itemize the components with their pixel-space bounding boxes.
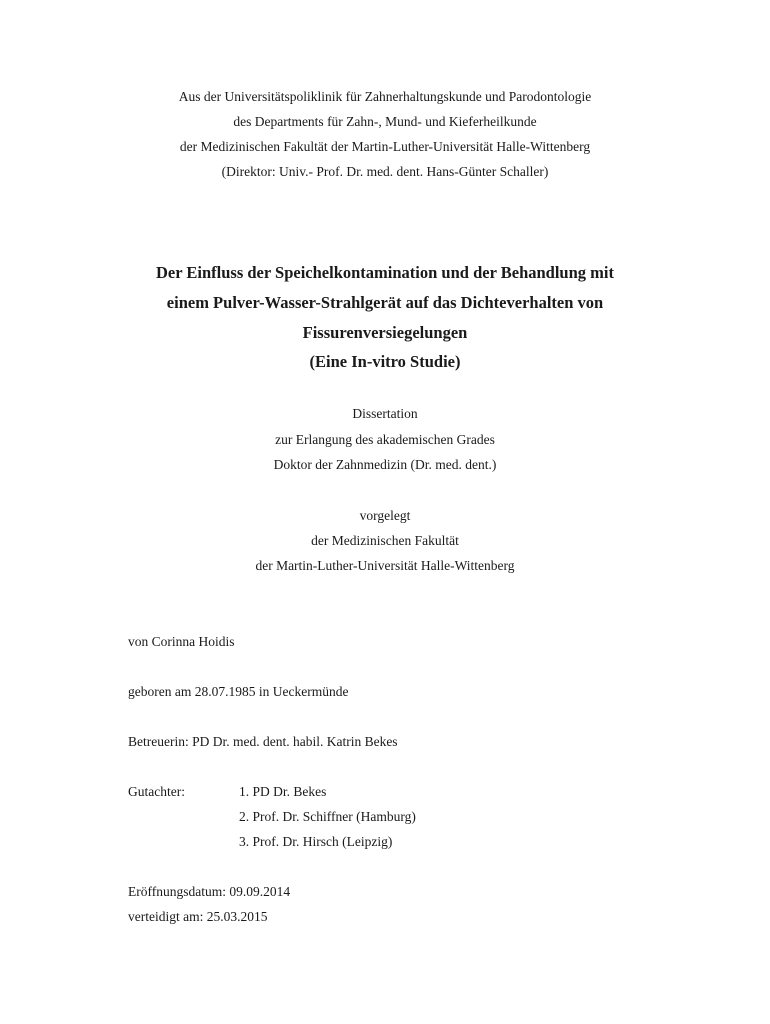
reviewer-item: 2. Prof. Dr. Schiffner (Hamburg) (239, 809, 416, 824)
title-subtitle: (Eine In-vitro Studie) (309, 352, 461, 371)
submitted-line: vorgelegt (359, 508, 411, 523)
institution-line: Aus der Universitätspoliklinik für Zahnerhaltungskunde und Parodontologie (178, 89, 592, 104)
reviewer-item: 1. PD Dr. Bekes (239, 784, 327, 799)
dissertation-line: zur Erlangung des akademischen Grades (275, 432, 495, 447)
dissertation-line: Doktor der Zahnmedizin (Dr. med. dent.) (273, 457, 497, 472)
reviewers-label: Gutachter: (128, 784, 185, 799)
author-name: von Corinna Hoidis (128, 634, 235, 649)
opening-date: Eröffnungsdatum: 09.09.2014 (128, 884, 291, 899)
institution-line: (Direktor: Univ.- Prof. Dr. med. dent. Hans-Günter Schaller) (221, 164, 549, 179)
dissertation-line: Dissertation (352, 406, 418, 421)
title-line: Der Einfluss der Speichelkontamination und der Behandlung mit (156, 263, 614, 282)
birth-info: geboren am 28.07.1985 in Ueckermünde (128, 684, 349, 699)
title-line: einem Pulver-Wasser-Strahlgerät auf das Dichteverhalten von (166, 293, 604, 312)
title-line: Fissurenversiegelungen (302, 323, 468, 342)
institution-line: des Departments für Zahn-, Mund- und Kieferheilkunde (233, 114, 537, 129)
defense-date: verteidigt am: 25.03.2015 (128, 909, 268, 924)
supervisor-info: Betreuerin: PD Dr. med. dent. habil. Katrin Bekes (128, 734, 398, 749)
institution-line: der Medizinischen Fakultät der Martin-Luther-Universität Halle-Wittenberg (179, 139, 591, 154)
submitted-line: der Martin-Luther-Universität Halle-Wittenberg (255, 558, 515, 573)
submitted-line: der Medizinischen Fakultät (311, 533, 459, 548)
reviewer-item: 3. Prof. Dr. Hirsch (Leipzig) (239, 834, 393, 849)
